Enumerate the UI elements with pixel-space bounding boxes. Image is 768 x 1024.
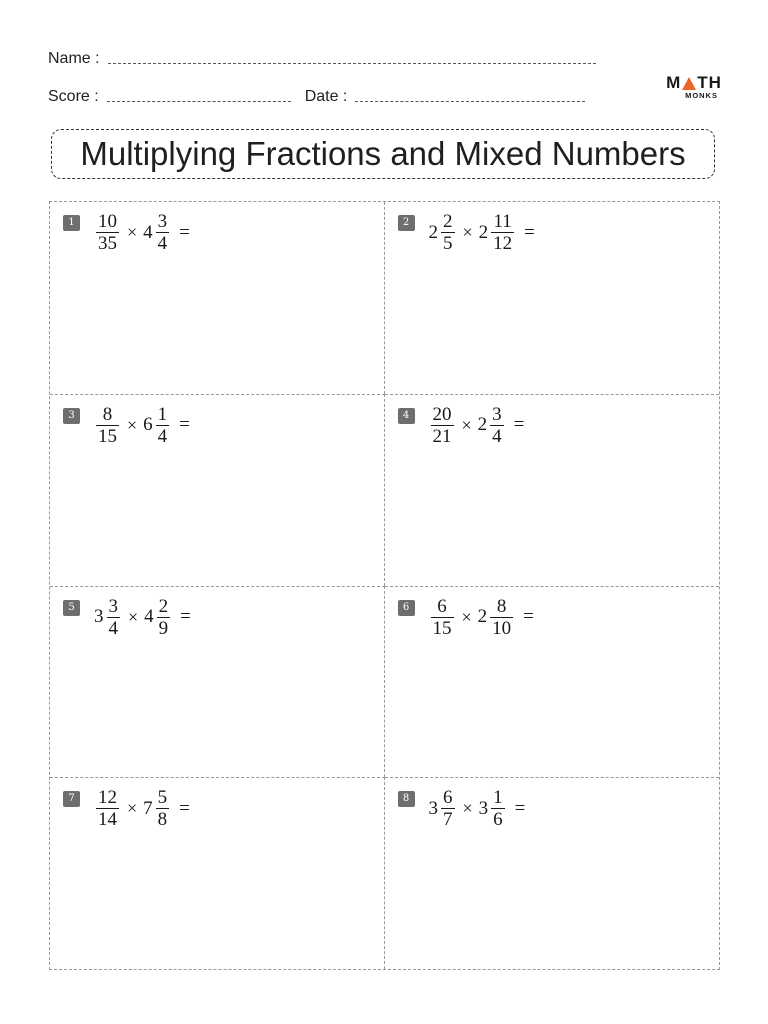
- whole-number: 3: [478, 797, 489, 819]
- whole-number: 2: [477, 606, 488, 627]
- numerator: 1: [157, 403, 168, 425]
- answer-workspace[interactable]: [50, 838, 384, 969]
- problem-expression: [94, 405, 190, 446]
- equals-sign: =: [180, 606, 191, 627]
- answer-workspace[interactable]: [385, 838, 720, 969]
- denominator: 35: [98, 233, 117, 254]
- problem-cell: [50, 777, 385, 969]
- problem-number-badge: 3: [63, 408, 80, 424]
- numerator: 8: [102, 403, 113, 425]
- equals-sign: =: [524, 221, 535, 243]
- fraction: [490, 405, 504, 446]
- numerator: 10: [98, 211, 117, 232]
- second-operand: [479, 212, 517, 253]
- denominator: 4: [157, 233, 168, 254]
- times-sign: ×: [128, 606, 139, 627]
- numerator: 3: [108, 595, 118, 617]
- numerator: 6: [437, 595, 447, 617]
- fraction: [490, 597, 513, 638]
- answer-workspace[interactable]: [385, 455, 720, 586]
- first-operand: [429, 597, 456, 638]
- fraction: [156, 212, 170, 253]
- answer-workspace[interactable]: [50, 455, 384, 586]
- denominator: 14: [98, 809, 117, 831]
- whole-number: 3: [94, 606, 104, 627]
- equals-sign: =: [513, 414, 525, 436]
- problem-number-badge: 1: [63, 215, 80, 231]
- equals-sign: =: [179, 797, 190, 819]
- times-sign: ×: [462, 798, 473, 819]
- answer-workspace[interactable]: [385, 647, 720, 778]
- first-operand: [94, 405, 121, 446]
- answer-workspace[interactable]: [50, 647, 384, 778]
- whole-number: 4: [144, 606, 154, 627]
- numerator: 12: [98, 787, 117, 809]
- second-operand: [143, 405, 171, 446]
- numerator: 11: [493, 211, 512, 232]
- name-label: Name :: [48, 50, 100, 67]
- problem-expression: [429, 788, 526, 829]
- problem-number-badge: 7: [63, 791, 80, 807]
- denominator: 5: [443, 233, 453, 254]
- denominator: 12: [493, 233, 513, 254]
- numerator: 8: [496, 595, 507, 617]
- score-input-line[interactable]: [107, 101, 291, 102]
- logo-word-left: M: [666, 73, 682, 92]
- equals-sign: =: [179, 221, 190, 243]
- logo-word-right: TH: [697, 73, 722, 92]
- fraction: [441, 788, 455, 829]
- score-label: Score :: [48, 88, 99, 105]
- second-operand: [143, 212, 171, 253]
- first-operand: [94, 597, 122, 638]
- problem-number-badge: 4: [398, 408, 415, 424]
- problem-number-badge: 5: [63, 600, 80, 616]
- name-field-row: [48, 50, 596, 68]
- fraction: [431, 597, 454, 638]
- first-operand: [429, 788, 457, 829]
- numerator: 3: [157, 211, 168, 232]
- fraction: [96, 405, 119, 446]
- fraction: [96, 788, 119, 829]
- problem-number-badge: 8: [398, 791, 415, 807]
- problem-cell: [50, 202, 385, 394]
- date-label: Date :: [304, 88, 348, 105]
- whole-number: 7: [143, 797, 153, 819]
- equals-sign: =: [179, 414, 190, 436]
- fraction: [157, 597, 171, 638]
- score-date-row: [48, 88, 585, 106]
- denominator: 15: [432, 617, 452, 639]
- problem-grid: [49, 201, 720, 970]
- problem-cell: [50, 394, 385, 586]
- fraction: [441, 212, 455, 253]
- whole-number: 2: [428, 221, 438, 243]
- times-sign: ×: [462, 222, 473, 242]
- problem-cell: [385, 394, 720, 586]
- numerator: 6: [443, 787, 453, 809]
- logo-triangle-icon: [682, 77, 696, 90]
- fraction: [107, 597, 121, 638]
- problem-expression: [94, 788, 190, 829]
- problem-expression: [94, 212, 190, 253]
- first-operand: [429, 212, 457, 253]
- fraction: [491, 788, 505, 829]
- numerator: 1: [493, 787, 503, 809]
- denominator: 4: [492, 425, 502, 447]
- times-sign: ×: [127, 414, 138, 435]
- problem-number-badge: 6: [398, 600, 415, 616]
- denominator: 21: [432, 425, 452, 447]
- name-input-line[interactable]: [108, 63, 596, 64]
- numerator: 5: [157, 787, 168, 809]
- second-operand: [479, 788, 507, 829]
- first-operand: [94, 212, 121, 253]
- second-operand: [144, 597, 172, 638]
- denominator: 4: [157, 425, 168, 447]
- numerator: 20: [432, 403, 452, 425]
- date-input-line[interactable]: [355, 101, 585, 102]
- fraction: [156, 405, 170, 446]
- whole-number: 3: [428, 797, 438, 819]
- worksheet-title-box: [51, 129, 715, 179]
- denominator: 15: [98, 425, 117, 447]
- fraction: [491, 212, 514, 253]
- worksheet-title: Multiplying Fractions and Mixed Numbers: [80, 135, 686, 172]
- problem-expression: [429, 597, 534, 638]
- problem-cell: [50, 586, 385, 778]
- times-sign: ×: [127, 798, 138, 819]
- first-operand: [429, 405, 456, 446]
- equals-sign: =: [514, 797, 526, 819]
- denominator: 6: [493, 809, 503, 831]
- problem-expression: [429, 212, 535, 253]
- whole-number: 2: [477, 414, 488, 436]
- problem-expression: [429, 405, 525, 446]
- times-sign: ×: [461, 606, 472, 627]
- problem-number-badge: 2: [398, 215, 415, 231]
- answer-workspace[interactable]: [385, 262, 720, 394]
- problem-cell: [385, 777, 720, 969]
- second-operand: [478, 597, 516, 638]
- problem-expression: [94, 597, 191, 638]
- whole-number: 6: [143, 414, 153, 436]
- fraction: [156, 788, 170, 829]
- logo-subtitle: MONKS: [685, 91, 718, 100]
- fraction: [96, 212, 119, 253]
- times-sign: ×: [127, 222, 138, 242]
- numerator: 3: [492, 403, 502, 425]
- times-sign: ×: [461, 414, 472, 435]
- problem-cell: [385, 202, 720, 394]
- denominator: 8: [157, 809, 168, 831]
- numerator: 2: [158, 595, 169, 617]
- denominator: 9: [158, 617, 169, 639]
- math-monks-logo: [666, 74, 722, 100]
- first-operand: [94, 788, 121, 829]
- denominator: 10: [492, 617, 512, 639]
- denominator: 4: [108, 617, 118, 639]
- whole-number: 2: [478, 221, 489, 243]
- equals-sign: =: [523, 606, 534, 627]
- denominator: 7: [443, 809, 453, 831]
- second-operand: [143, 788, 171, 829]
- second-operand: [478, 405, 506, 446]
- answer-workspace[interactable]: [50, 262, 384, 394]
- numerator: 2: [443, 211, 453, 232]
- fraction: [431, 405, 454, 446]
- problem-cell: [385, 586, 720, 778]
- whole-number: 4: [143, 221, 153, 243]
